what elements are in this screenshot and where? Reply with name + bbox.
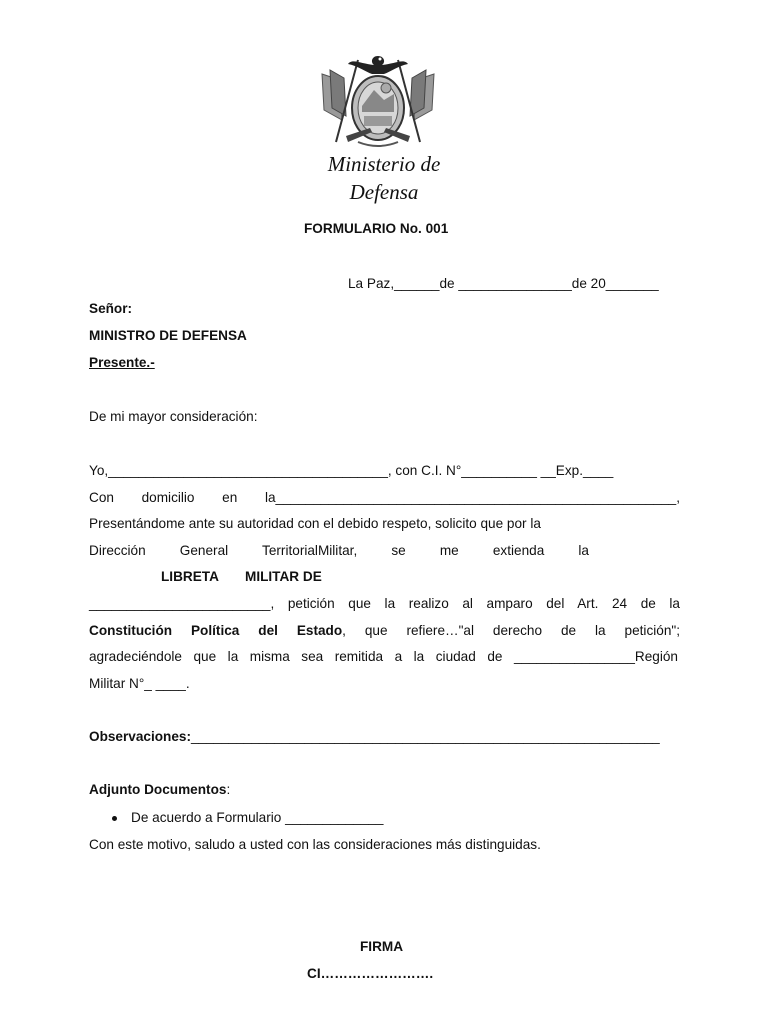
salutation: De mi mayor consideración: — [89, 409, 258, 424]
body-line-city: agradeciéndole que la misma sea remitida a la ciudad de ________________Región — [89, 649, 678, 664]
body-line-direction: Dirección General TerritorialMilitar, se me extienda la — [89, 543, 589, 558]
body-line-address: Con domicilio en la_____________________________________________________, — [89, 490, 680, 505]
signature-label: FIRMA — [360, 939, 404, 954]
body-line-name: Yo,_____________________________________, con C.I. N°__________ __Exp.____ — [89, 463, 614, 478]
addressee-title: MINISTRO DE DEFENSA — [89, 328, 247, 343]
observaciones-label: Observaciones: — [89, 729, 191, 744]
attachments-label: Adjunto Documentos — [89, 782, 227, 797]
bullet-icon — [112, 816, 117, 821]
body-line-constitution — [89, 623, 680, 639]
body-line-petition: ________________________, petición que la realizo al amparo del Art. 24 de la — [89, 596, 680, 611]
greeting: Señor: — [89, 301, 133, 316]
constitution-label: Constitución Política del Estado — [89, 623, 343, 638]
attachments-heading — [89, 782, 230, 798]
ministry-line-2: Defensa — [349, 180, 419, 204]
observaciones-line: ______________________________________________________________ — [191, 729, 660, 744]
signature-ci: CI……………………. — [307, 966, 434, 981]
constitution-rest: , que refiere…"al derecho de la petición"; — [342, 623, 680, 638]
observaciones-row — [89, 729, 660, 745]
form-number: FORMULARIO No. 001 — [304, 221, 449, 236]
coat-of-arms-icon — [318, 50, 438, 150]
body-line-request: Presentándome ante su autoridad con el debido respeto, solicito que por la — [89, 516, 541, 531]
closing-line: Con este motivo, saludo a usted con las consideraciones más distinguidas. — [89, 837, 541, 852]
attachment-item — [112, 810, 383, 826]
body-line-region: Militar N°_ ____. — [89, 676, 190, 691]
date-line: La Paz,______de _______________de 20_______ — [348, 276, 659, 291]
attachments-colon: : — [226, 782, 231, 797]
ministry-name — [284, 150, 484, 206]
militar-label: MILITAR DE — [245, 569, 322, 584]
ministry-line-1: Ministerio de — [327, 152, 441, 176]
presente-label: Presente.- — [89, 355, 155, 370]
attachment-item-text: De acuerdo a Formulario _____________ — [131, 810, 384, 825]
libreta-label: LIBRETA — [161, 569, 219, 584]
